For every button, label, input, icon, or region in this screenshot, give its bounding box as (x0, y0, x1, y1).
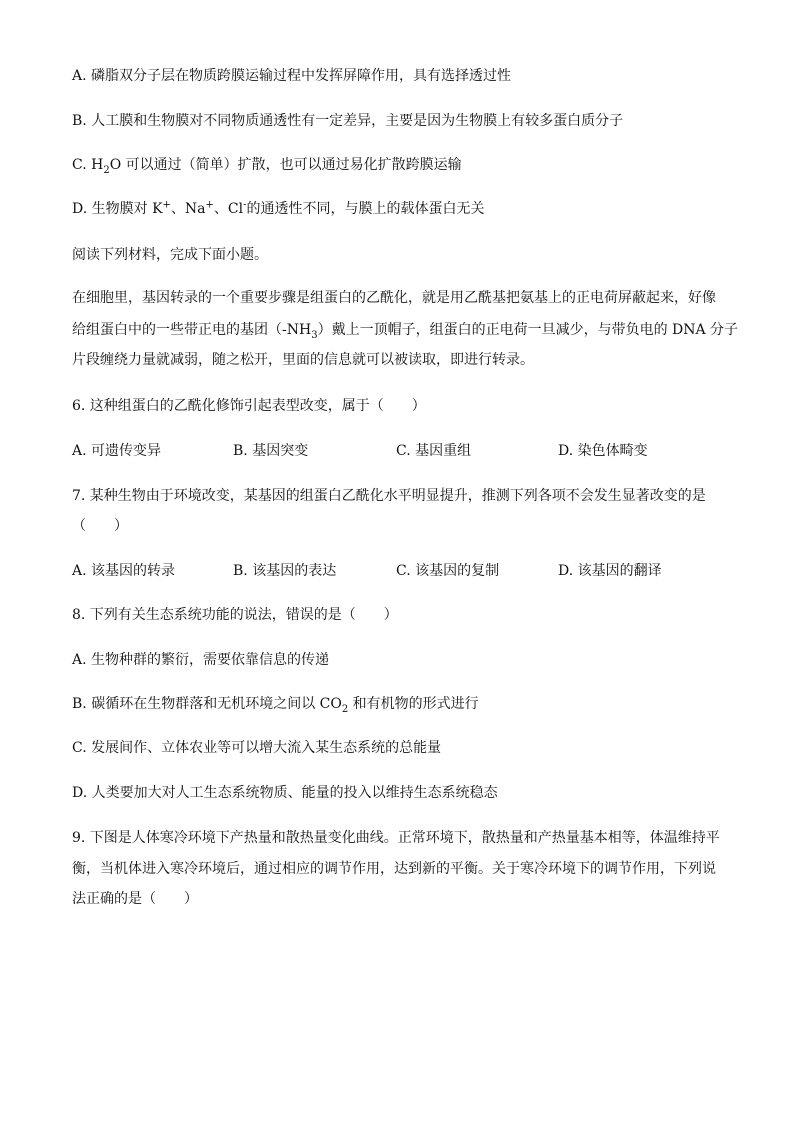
q7-stem-line-2: （ ） (72, 518, 128, 534)
material-line-1: 在细胞里，基因转录的一个重要步骤是组蛋白的乙酰化，就是用乙酰基把氨基上的正电荷屏蔽起来，好像 (72, 290, 716, 306)
q6-option-c: C. 基因重组 (396, 443, 472, 459)
q7-option-d: D. 该基因的翻译 (558, 563, 662, 579)
q8-option-b-post: 和有机物的形式进行 (348, 696, 479, 712)
q9-stem-line-1: 9. 下图是人体寒冷环境下产热量和散热量变化曲线。正常环境下，散热量和产热量基本相等，体温维持平 (72, 830, 720, 846)
q5-option-d-sup-na: + (205, 199, 214, 211)
q8-option-c: C. 发展间作、立体农业等可以增大流入某生态系统的总能量 (72, 740, 442, 756)
q6-option-d: D. 染色体畸变 (558, 443, 648, 459)
q8-stem: 8. 下列有关生态系统功能的说法，错误的是（ ） (72, 607, 398, 623)
q6-stem: 6. 这种组蛋白的乙酰化修饰引起表型改变，属于（ ） (72, 398, 426, 414)
q6-option-b: B. 基因突变 (233, 443, 309, 459)
q5-option-c-subscript: 2 (103, 164, 110, 176)
material-line-2-subscript: 3 (311, 329, 318, 341)
q5-option-c-text-pre: C. H (72, 157, 104, 173)
q5-option-d-text-cl: 、Cl (213, 201, 244, 217)
q5-option-b: B. 人工膜和生物膜对不同物质通透性有一定差异，主要是因为生物膜上有较多蛋白质分子 (72, 113, 624, 129)
q5-option-d-sup-k: + (162, 199, 171, 211)
q9-stem-line-3: 法正确的是（ ） (72, 891, 198, 907)
q5-option-d-text-na: 、Na (170, 201, 206, 217)
material-line-2-post: ）戴上一顶帽子，组蛋白的正电荷一旦减少，与带负电的 DNA 分子 (317, 322, 739, 338)
q8-option-d: D. 人类要加大对人工生态系统物质、能量的投入以维持生态系统稳态 (72, 785, 498, 801)
q5-option-c (72, 155, 462, 175)
q7-option-a: A. 该基因的转录 (72, 563, 176, 579)
q8-option-b (72, 694, 479, 714)
q8-option-b-pre: B. 碳循环在生物群落和无机环境之间以 CO (72, 696, 342, 712)
q5-option-d (72, 199, 485, 219)
q9-stem-line-2: 衡，当机体进入寒冷环境后，通过相应的调节作用，达到新的平衡。关于寒冷环境下的调节作用，下列说 (72, 861, 716, 877)
q5-option-a: A. 磷脂双分子层在物质跨膜运输过程中发挥屏障作用，具有选择透过性 (72, 68, 512, 84)
material-line-2 (72, 320, 738, 340)
q7-option-b: B. 该基因的表达 (233, 563, 337, 579)
q8-option-b-subscript: 2 (341, 703, 349, 715)
q5-option-d-text-pre: D. 生物膜对 K (72, 201, 163, 217)
q5-option-d-sup-cl: - (243, 199, 247, 211)
q8-option-a: A. 生物种群的繁衍，需要依靠信息的传递 (72, 652, 330, 668)
q7-option-c: C. 该基因的复制 (396, 563, 500, 579)
material-line-2-pre: 给组蛋白中的一些带正电的基团（-NH (72, 322, 312, 338)
q7-stem-line-1: 7. 某种生物由于环境改变，某基因的组蛋白乙酰化水平明显提升，推测下列各项不会发生显著改变的是 (72, 488, 706, 504)
q5-option-c-text-post: O 可以通过（简单）扩散，也可以通过易化扩散跨膜运输 (109, 157, 462, 173)
q6-option-a: A. 可遗传变异 (72, 443, 162, 459)
material-intro: 阅读下列材料，完成下面小题。 (72, 247, 268, 263)
q5-option-d-text-post: 的通透性不同，与膜上的载体蛋白无关 (246, 201, 485, 217)
material-line-3: 片段缠绕力量就减弱，随之松开，里面的信息就可以被读取，即进行转录。 (72, 352, 534, 368)
